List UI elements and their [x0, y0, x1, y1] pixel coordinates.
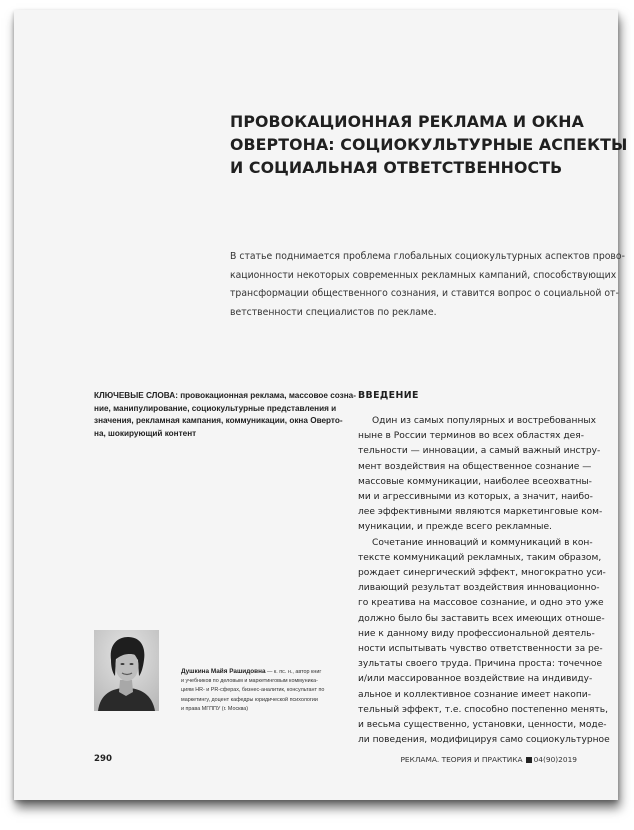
author-line-first — [181, 667, 356, 677]
author-name: Душкина Майя Рашидовна — [181, 668, 266, 675]
body-line: ныне в России терминов во всех областях дея- — [358, 431, 585, 442]
body-line: и/или массированное воздействие на индивиду- — [358, 674, 593, 685]
author-bio-line: и права МГППУ (г. Москва) — [181, 705, 249, 712]
body-line: муникации, и прежде всего рекламные. — [358, 522, 552, 533]
author-info — [181, 667, 356, 714]
body-line: ности испытывать чувство ответственности за ре- — [358, 644, 603, 655]
body-line: ми и агрессивными из которых, а значит, наибо- — [358, 492, 593, 503]
body-paragraph — [358, 414, 608, 536]
keywords-line: на, шокирующий контент — [94, 428, 197, 438]
body-line: тельный эффект, т.е. способно постепенно менять, — [358, 704, 609, 715]
page-number: 290 — [94, 754, 112, 764]
body-line: го креатива на массовое сознание, и одно это уже — [358, 598, 604, 609]
abstract-line: кационности некоторых современных рекламных кампаний, способствующих — [230, 269, 617, 281]
author-photo — [94, 630, 159, 711]
body-line: тексте коммуникаций рекламных, таким образом, — [358, 552, 602, 563]
journal-page — [14, 10, 628, 800]
keywords-line: значения, рекламная кампания, коммуникации, окна Оверто- — [94, 416, 343, 425]
section-heading-introduction: ВВЕДЕНИЕ — [358, 390, 419, 401]
author-portrait-image — [94, 630, 159, 711]
body-line: массовые коммуникации, наиболее всеохватны- — [358, 476, 592, 487]
keywords-line: КЛЮЧЕВЫЕ СЛОВА: провокационная реклама, массовое созна- — [94, 391, 356, 400]
body-line: Сочетание инноваций и коммуникаций в кон- — [372, 537, 593, 548]
square-separator-icon — [526, 757, 532, 763]
body-line: альное и коллективное сознание имеет накопи- — [358, 689, 591, 700]
author-bio-line: циям HR- и PR-сферах, бизнес-аналитик, консультант по — [181, 687, 325, 694]
title-line: ПРОВОКАЦИОННАЯ РЕКЛАМА И ОКНА — [230, 112, 584, 131]
body-line: ние к данному виду профессиональной деятель- — [358, 628, 595, 639]
abstract-line: трансформации общественного сознания, и ставится вопрос о социальной от- — [230, 288, 619, 299]
body-line: рождает синергический эффект, многократно уси- — [358, 568, 606, 579]
journal-name: РЕКЛАМА. ТЕОРИЯ И ПРАКТИКА — [400, 755, 523, 764]
author-bio-line: и учебников по деловым и маркетинговым коммуника- — [181, 678, 318, 685]
running-footer — [400, 755, 577, 764]
author-bio-first: — к. пс. н., автор книг — [265, 669, 322, 675]
body-line: ливающий результат воздействия инновационно- — [358, 583, 600, 594]
article-body — [358, 414, 608, 748]
body-paragraph — [358, 536, 608, 749]
body-line: должно было бы заставить всех имеющих отноше- — [358, 613, 605, 624]
author-bio-line: маркетингу, доцент кафедры юридической психологии — [181, 696, 318, 703]
body-line: Один из самых популярных и востребованных — [372, 416, 596, 426]
body-line: и весьма существенно, установки, ценности, моде- — [358, 720, 607, 731]
article-title — [230, 110, 628, 179]
body-line: зультаты своего труда. Причина проста: точечное — [358, 659, 603, 670]
abstract-line: ветственности специалистов по рекламе. — [230, 306, 437, 318]
keywords-block — [94, 390, 356, 440]
article-abstract — [230, 248, 625, 322]
title-line: И СОЦИАЛЬНАЯ ОТВЕТСТВЕННОСТЬ — [230, 158, 563, 177]
body-line: мент воздействия на общественное сознание — — [358, 461, 592, 472]
body-line: лее эффективными являются маркетинговые ком- — [358, 507, 603, 518]
body-line: ли поведения, модифицируя само социокультурное — [358, 735, 610, 746]
keywords-line: ние, манипулирование, социокультурные представления и — [94, 403, 337, 413]
title-line: ОВЕРТОНА: СОЦИОКУЛЬТУРНЫЕ АСПЕКТЫ — [230, 135, 628, 154]
abstract-line: В статье поднимается проблема глобальных социокультурных аспектов прово- — [230, 251, 625, 262]
body-line: тельности — инновации, а самый важный инстру- — [358, 446, 601, 457]
issue-number: 04(90)2019 — [533, 755, 577, 764]
